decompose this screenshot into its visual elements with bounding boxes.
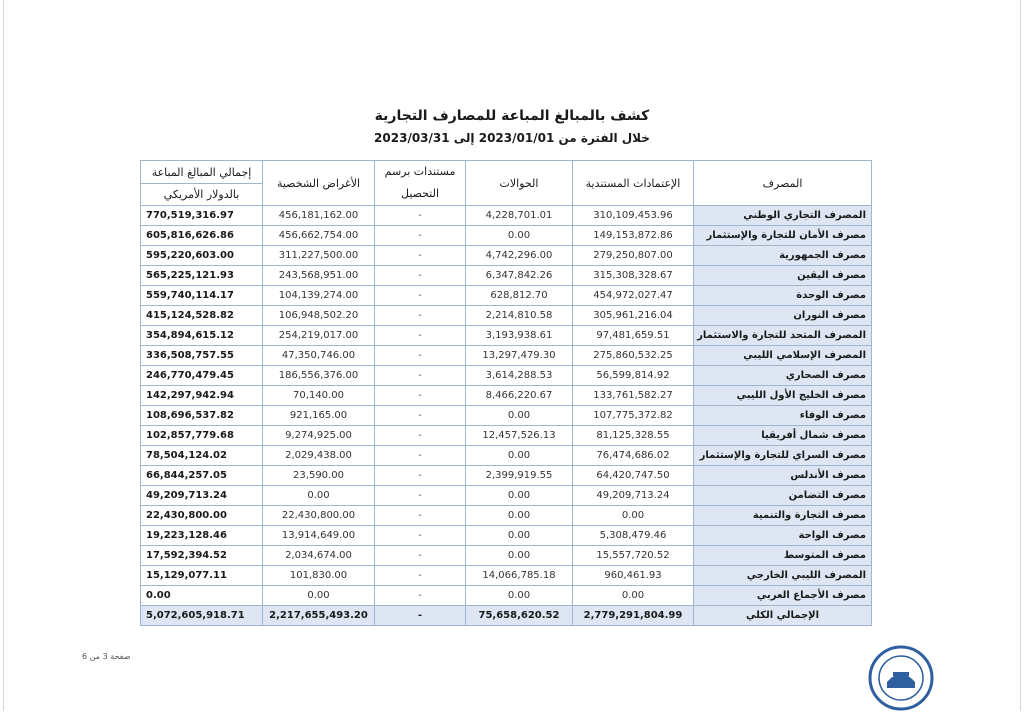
personal-amount: 311,227,500.00 — [263, 246, 375, 266]
lc-amount: 107,775,372.82 — [573, 406, 694, 426]
docs-amount: - — [375, 546, 466, 566]
total-docs: - — [375, 606, 466, 626]
total-amount: 0.00 — [141, 586, 263, 606]
docs-amount: - — [375, 386, 466, 406]
table-row — [141, 406, 872, 426]
transfers-amount: 13,297,479.30 — [466, 346, 573, 366]
personal-amount: 13,914,649.00 — [263, 526, 375, 546]
personal-amount: 2,034,674.00 — [263, 546, 375, 566]
total-amount: 559,740,114.17 — [141, 286, 263, 306]
personal-amount: 2,029,438.00 — [263, 446, 375, 466]
transfers-amount: 12,457,526.13 — [466, 426, 573, 446]
bank-name: المصرف الليبي الخارجي — [694, 566, 872, 586]
docs-amount: - — [375, 506, 466, 526]
page-number: صفحة 3 من 6 — [82, 652, 131, 661]
bank-name: مصرف الأمان للتجارة والإستثمار — [694, 226, 872, 246]
bank-name: مصرف الوحدة — [694, 286, 872, 306]
personal-amount: 0.00 — [263, 486, 375, 506]
table-row — [141, 346, 872, 366]
col-header-bank: المصرف — [694, 161, 872, 206]
table-row — [141, 226, 872, 246]
table-row — [141, 526, 872, 546]
transfers-amount: 2,214,810.58 — [466, 306, 573, 326]
personal-amount: 0.00 — [263, 586, 375, 606]
sales-table — [140, 160, 872, 626]
personal-amount: 243,568,951.00 — [263, 266, 375, 286]
report-period: خلال الفترة من 2023/01/01 إلى 2023/03/31 — [374, 131, 650, 145]
bank-name: مصرف الصحاري — [694, 366, 872, 386]
table-row — [141, 306, 872, 326]
bank-name: مصرف الخليج الأول الليبي — [694, 386, 872, 406]
total-amount: 22,430,800.00 — [141, 506, 263, 526]
transfers-amount: 0.00 — [466, 226, 573, 246]
personal-amount: 254,219,017.00 — [263, 326, 375, 346]
total-label: الإجمالي الكلي — [694, 606, 872, 626]
personal-amount: 101,830.00 — [263, 566, 375, 586]
personal-amount: 9,274,925.00 — [263, 426, 375, 446]
bank-name: مصرف الأندلس — [694, 466, 872, 486]
table-row — [141, 206, 872, 226]
table-row — [141, 426, 872, 446]
lc-amount: 305,961,216.04 — [573, 306, 694, 326]
total-amount: 49,209,713.24 — [141, 486, 263, 506]
table-row — [141, 586, 872, 606]
lc-amount: 97,481,659.51 — [573, 326, 694, 346]
table-row — [141, 286, 872, 306]
total-amount: 19,223,128.46 — [141, 526, 263, 546]
docs-amount: - — [375, 246, 466, 266]
total-amount: 15,129,077.11 — [141, 566, 263, 586]
total-amount: 246,770,479.45 — [141, 366, 263, 386]
bank-name: مصرف اليقين — [694, 266, 872, 286]
docs-amount: - — [375, 326, 466, 346]
bank-name: مصرف التجارة والتنمية — [694, 506, 872, 526]
transfers-amount: 0.00 — [466, 446, 573, 466]
docs-amount: - — [375, 566, 466, 586]
docs-amount: - — [375, 206, 466, 226]
lc-amount: 310,109,453.96 — [573, 206, 694, 226]
table-row — [141, 486, 872, 506]
total-grand: 5,072,605,918.71 — [141, 606, 263, 626]
total-amount: 605,816,626.86 — [141, 226, 263, 246]
transfers-amount: 4,742,296.00 — [466, 246, 573, 266]
lc-amount: 76,474,686.02 — [573, 446, 694, 466]
report-title: كشف بالمبالغ المباعة للمصارف التجارية — [374, 108, 650, 124]
lc-amount: 149,153,872.86 — [573, 226, 694, 246]
transfers-amount: 0.00 — [466, 586, 573, 606]
personal-amount: 23,590.00 — [263, 466, 375, 486]
lc-amount: 56,599,814.92 — [573, 366, 694, 386]
personal-amount: 22,430,800.00 — [263, 506, 375, 526]
bank-name: مصرف شمال أفريقيا — [694, 426, 872, 446]
page-edge-right — [1020, 0, 1021, 711]
page-edge-left — [3, 0, 4, 711]
bank-name: المصرف الإسلامي الليبي — [694, 346, 872, 366]
docs-amount: - — [375, 486, 466, 506]
bank-name: مصرف الجمهورية — [694, 246, 872, 266]
table-row — [141, 466, 872, 486]
bank-name: مصرف الواحة — [694, 526, 872, 546]
col-header-total-line2: بالدولار الأمريكي — [141, 184, 263, 206]
total-amount: 102,857,779.68 — [141, 426, 263, 446]
col-header-lc: الإعتمادات المستندية — [573, 161, 694, 206]
lc-amount: 5,308,479.46 — [573, 526, 694, 546]
personal-amount: 47,350,746.00 — [263, 346, 375, 366]
transfers-amount: 3,193,938.61 — [466, 326, 573, 346]
docs-amount: - — [375, 226, 466, 246]
personal-amount: 70,140.00 — [263, 386, 375, 406]
table-row — [141, 266, 872, 286]
lc-amount: 133,761,582.27 — [573, 386, 694, 406]
table-body — [141, 206, 872, 606]
personal-amount: 104,139,274.00 — [263, 286, 375, 306]
bank-name: مصرف السراي للتجارة والإستثمار — [694, 446, 872, 466]
total-amount: 66,844,257.05 — [141, 466, 263, 486]
docs-amount: - — [375, 266, 466, 286]
docs-amount: - — [375, 346, 466, 366]
bank-name: مصرف الوفاء — [694, 406, 872, 426]
total-amount: 595,220,603.00 — [141, 246, 263, 266]
col-header-personal: الأغراض الشخصية — [263, 161, 375, 206]
bank-name: المصرف التجاري الوطني — [694, 206, 872, 226]
docs-amount: - — [375, 366, 466, 386]
lc-amount: 0.00 — [573, 586, 694, 606]
total-amount: 108,696,537.82 — [141, 406, 263, 426]
table-row — [141, 366, 872, 386]
bank-name: مصرف الأجماع العربي — [694, 586, 872, 606]
lc-amount: 275,860,532.25 — [573, 346, 694, 366]
transfers-amount: 2,399,919.55 — [466, 466, 573, 486]
col-header-transfers: الحوالات — [466, 161, 573, 206]
transfers-amount: 6,347,842.26 — [466, 266, 573, 286]
personal-amount: 456,181,162.00 — [263, 206, 375, 226]
total-amount: 142,297,942.94 — [141, 386, 263, 406]
docs-amount: - — [375, 466, 466, 486]
total-amount: 565,225,121.93 — [141, 266, 263, 286]
table-row — [141, 386, 872, 406]
transfers-amount: 0.00 — [466, 546, 573, 566]
table-row — [141, 446, 872, 466]
docs-amount: - — [375, 586, 466, 606]
table-row — [141, 326, 872, 346]
docs-amount: - — [375, 306, 466, 326]
docs-amount: - — [375, 406, 466, 426]
lc-amount: 49,209,713.24 — [573, 486, 694, 506]
table-row — [141, 566, 872, 586]
bank-name: مصرف التضامن — [694, 486, 872, 506]
total-amount: 354,894,615.12 — [141, 326, 263, 346]
docs-amount: - — [375, 286, 466, 306]
total-amount: 770,519,316.97 — [141, 206, 263, 226]
total-transfers: 75,658,620.52 — [466, 606, 573, 626]
lc-amount: 279,250,807.00 — [573, 246, 694, 266]
personal-amount: 106,948,502.20 — [263, 306, 375, 326]
transfers-amount: 14,066,785.18 — [466, 566, 573, 586]
transfers-amount: 0.00 — [466, 506, 573, 526]
table-row — [141, 506, 872, 526]
docs-amount: - — [375, 446, 466, 466]
total-lc: 2,779,291,804.99 — [573, 606, 694, 626]
total-personal: 2,217,655,493.20 — [263, 606, 375, 626]
docs-amount: - — [375, 426, 466, 446]
transfers-amount: 3,614,288.53 — [466, 366, 573, 386]
lc-amount: 454,972,027.47 — [573, 286, 694, 306]
bank-name: مصرف النوران — [694, 306, 872, 326]
lc-amount: 81,125,328.55 — [573, 426, 694, 446]
transfers-amount: 4,228,701.01 — [466, 206, 573, 226]
lc-amount: 64,420,747.50 — [573, 466, 694, 486]
docs-amount: - — [375, 526, 466, 546]
personal-amount: 186,556,376.00 — [263, 366, 375, 386]
total-amount: 17,592,394.52 — [141, 546, 263, 566]
lc-amount: 960,461.93 — [573, 566, 694, 586]
total-amount: 78,504,124.02 — [141, 446, 263, 466]
grand-total-row — [141, 606, 872, 626]
central-bank-seal-icon — [867, 644, 935, 712]
col-header-docs: مستندات برسم التحصيل — [375, 161, 466, 206]
lc-amount: 0.00 — [573, 506, 694, 526]
lc-amount: 315,308,328.67 — [573, 266, 694, 286]
col-header-total-line1: إجمالي المبالغ المباعة — [141, 161, 263, 184]
table-row — [141, 546, 872, 566]
transfers-amount: 8,466,220.67 — [466, 386, 573, 406]
table-row — [141, 246, 872, 266]
lc-amount: 15,557,720.52 — [573, 546, 694, 566]
personal-amount: 456,662,754.00 — [263, 226, 375, 246]
transfers-amount: 0.00 — [466, 406, 573, 426]
bank-name: المصرف المتحد للتجارة والاستثمار — [694, 326, 872, 346]
total-amount: 336,508,757.55 — [141, 346, 263, 366]
transfers-amount: 0.00 — [466, 526, 573, 546]
transfers-amount: 628,812.70 — [466, 286, 573, 306]
total-amount: 415,124,528.82 — [141, 306, 263, 326]
personal-amount: 921,165.00 — [263, 406, 375, 426]
transfers-amount: 0.00 — [466, 486, 573, 506]
bank-name: مصرف المتوسط — [694, 546, 872, 566]
